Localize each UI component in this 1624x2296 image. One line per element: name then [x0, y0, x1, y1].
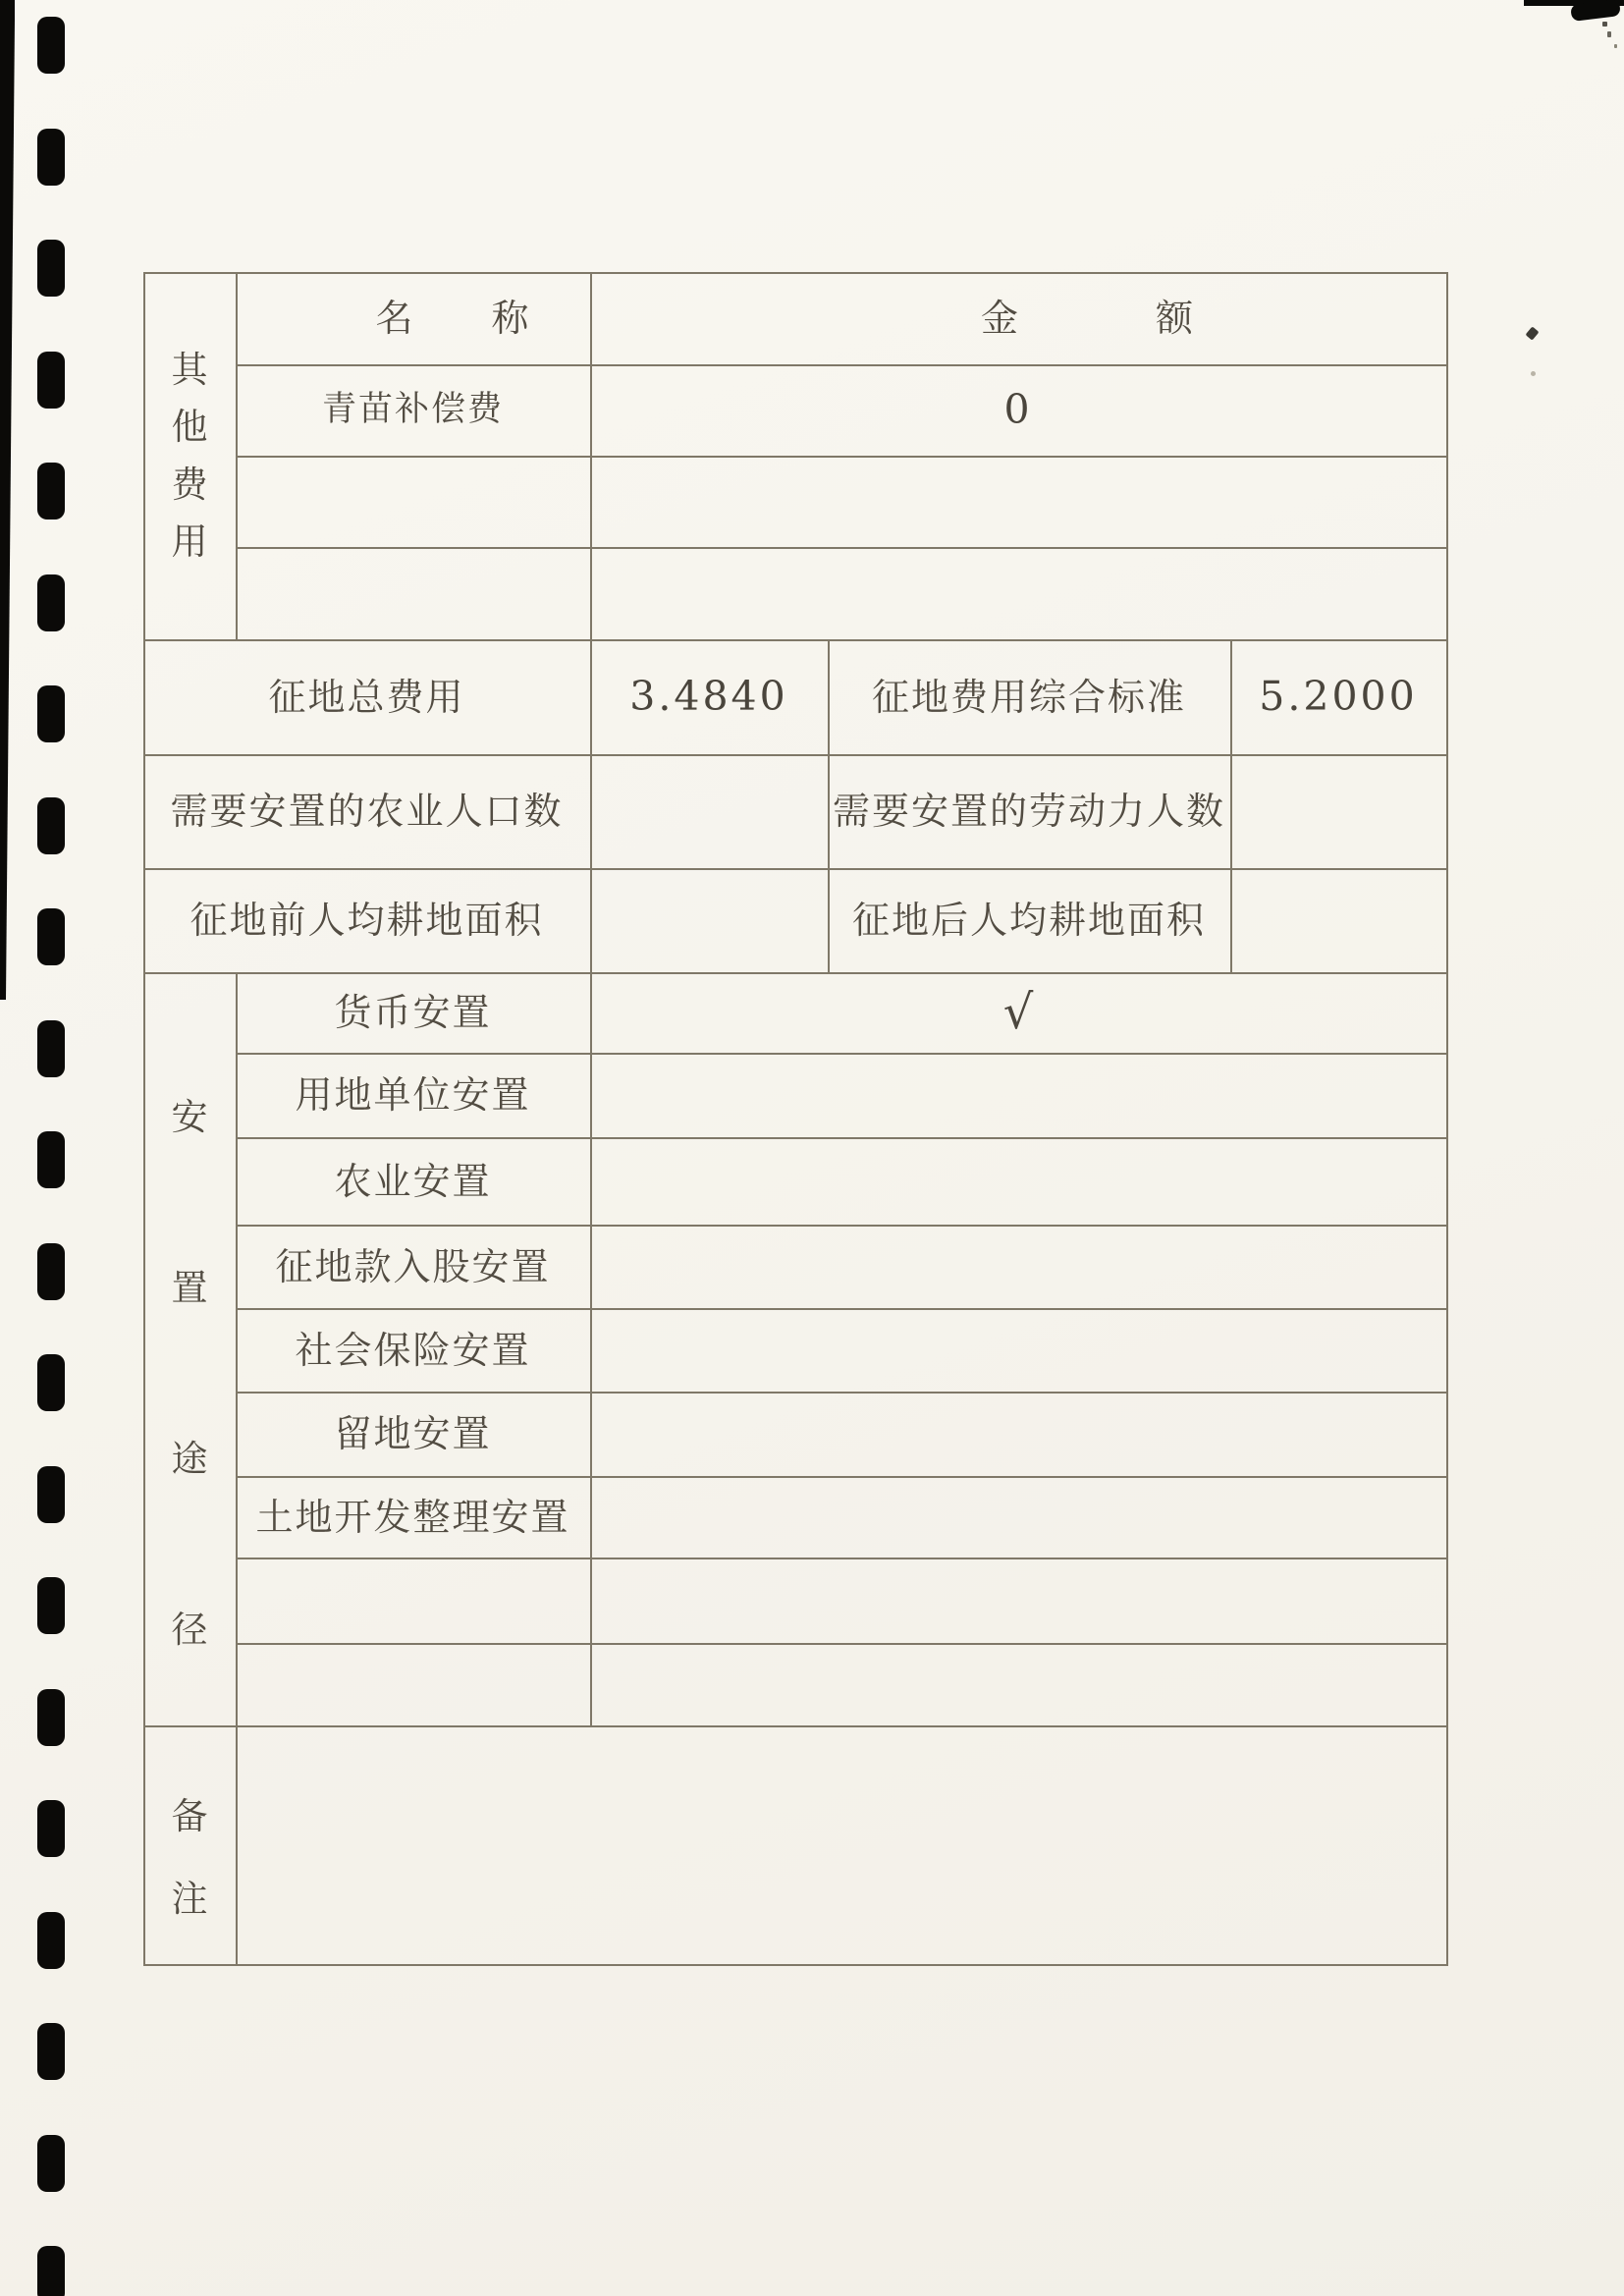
fee-name: [236, 547, 590, 639]
scan-speck: [1614, 44, 1617, 48]
scan-corner-blob: [1570, 0, 1621, 22]
row-value-composite-standard: 5.2000: [1259, 673, 1418, 720]
resettlement-value: [590, 1053, 1446, 1137]
resettlement-value: [590, 1392, 1446, 1476]
scan-edge-strip: [0, 0, 15, 1000]
resettlement-value: [590, 1225, 1446, 1308]
binding-hole: [37, 1912, 65, 1969]
fee-name: [236, 456, 590, 547]
row-label-agri-population: 需要安置的农业人口数: [170, 790, 564, 833]
fee-name: 青苗补偿费: [321, 390, 504, 429]
scan-speck: [1607, 31, 1611, 37]
binding-hole: [37, 574, 65, 631]
resettlement-value: [590, 1558, 1446, 1643]
resettlement-value: [590, 1137, 1446, 1225]
binding-hole: [37, 908, 65, 965]
resettlement-name: 社会保险安置: [295, 1328, 531, 1372]
resettlement-name: 留地安置: [334, 1412, 492, 1455]
resettlement-name: 征地款入股安置: [275, 1244, 551, 1288]
binding-hole: [37, 685, 65, 742]
row-label-land-before: 征地前人均耕地面积: [189, 899, 544, 942]
binding-hole: [37, 1354, 65, 1411]
binding-hole: [37, 2135, 65, 2192]
binding-hole: [37, 1689, 65, 1746]
row-label-land-after: 征地后人均耕地面积: [851, 899, 1206, 942]
binding-hole: [37, 1800, 65, 1857]
resettlement-name: 土地开发整理安置: [255, 1495, 570, 1539]
row-label-composite-standard: 征地费用综合标准: [871, 675, 1186, 719]
resettlement-value: [590, 1476, 1446, 1558]
binding-hole: [37, 1131, 65, 1188]
binding-hole: [37, 129, 65, 186]
binding-hole: [37, 797, 65, 854]
table-vertical-line: [1446, 272, 1448, 1966]
row-value-total-fee: 3.4840: [629, 673, 788, 720]
binding-hole: [37, 1243, 65, 1300]
binding-hole: [37, 2246, 65, 2296]
scan-speck: [1531, 371, 1536, 376]
section-label-remarks: 备 注: [171, 1794, 208, 1920]
section-label-other-fees: 其 他 费 用: [171, 348, 208, 564]
resettlement-checkmark: √: [1002, 985, 1034, 1040]
binding-hole: [37, 1577, 65, 1634]
binding-hole: [37, 2023, 65, 2080]
row-label-total-fee: 征地总费用: [268, 675, 465, 719]
binding-hole: [37, 463, 65, 519]
binding-hole: [37, 240, 65, 297]
column-header-name: 名称: [375, 297, 608, 340]
resettlement-name: [236, 1643, 590, 1725]
binding-hole: [37, 1020, 65, 1077]
resettlement-name: 货币安置: [334, 991, 492, 1034]
section-label-resettlement: 安 置 途 径: [171, 1095, 208, 1652]
row-value-land-before: [590, 868, 828, 972]
remarks-content: [236, 1725, 1446, 1964]
fee-amount: [590, 547, 1446, 639]
row-label-labor-count: 需要安置的劳动力人数: [832, 790, 1225, 833]
row-value-labor-count: [1230, 754, 1446, 868]
binding-hole: [37, 17, 65, 74]
binding-hole: [37, 1466, 65, 1523]
table-horizontal-line: [143, 1964, 1448, 1966]
resettlement-value: [590, 1308, 1446, 1392]
fee-amount: [590, 456, 1446, 547]
resettlement-name: [236, 1558, 590, 1643]
scan-speck: [1602, 22, 1607, 27]
resettlement-name: 农业安置: [334, 1159, 492, 1203]
resettlement-name: 用地单位安置: [295, 1073, 531, 1117]
row-value-land-after: [1230, 868, 1446, 972]
resettlement-value: [590, 1643, 1446, 1725]
binding-hole: [37, 352, 65, 409]
column-header-amount: 金额: [980, 297, 1330, 340]
fee-amount: 0: [1003, 386, 1033, 433]
row-value-agri-population: [590, 754, 828, 868]
